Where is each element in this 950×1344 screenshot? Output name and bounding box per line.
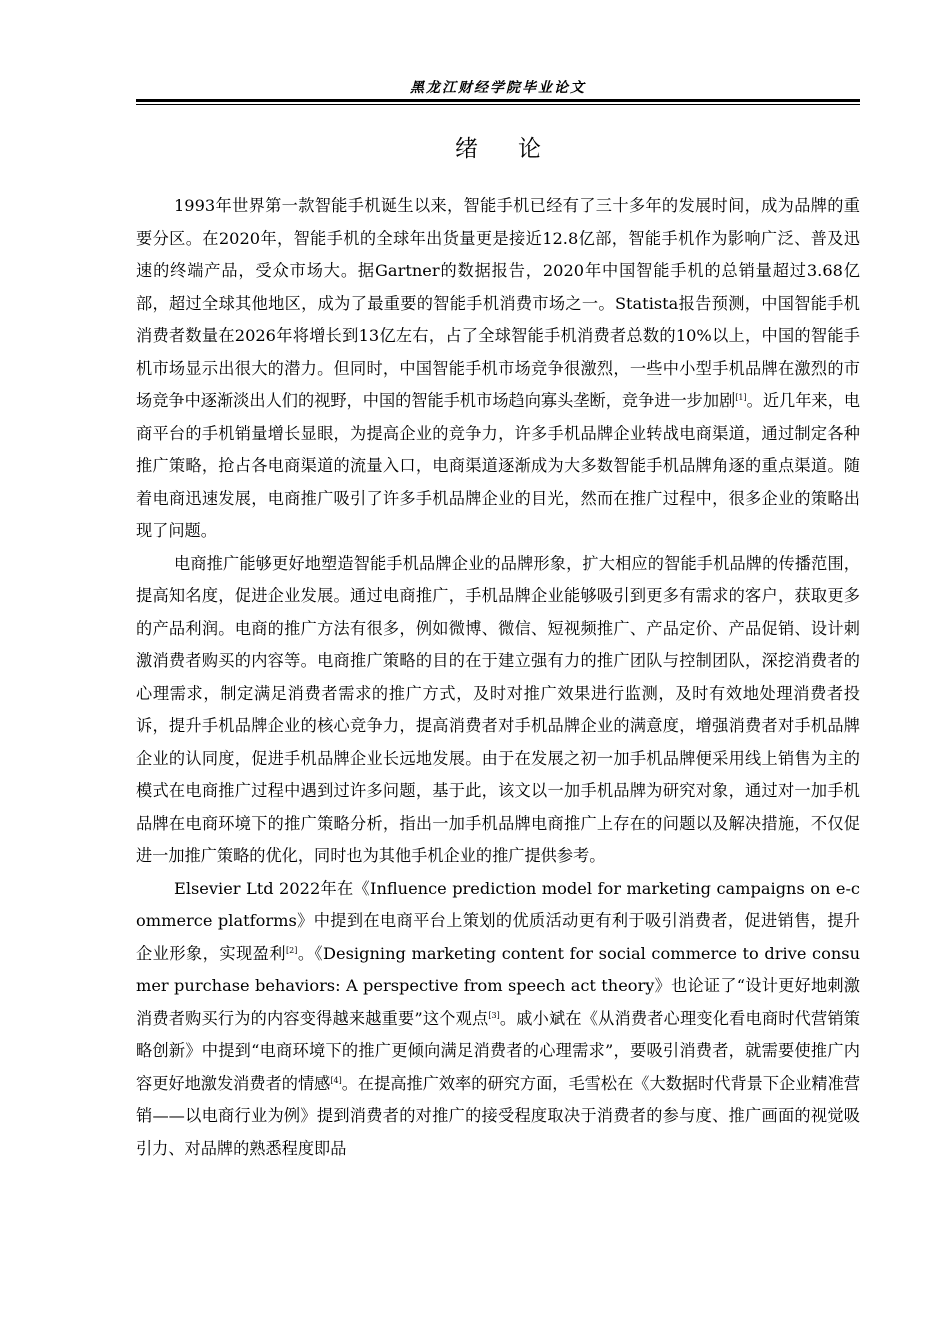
citation-ref: [4] <box>330 1075 342 1085</box>
header-rule-thick <box>136 99 860 102</box>
paragraph-text: 。《Designing marketing content for social commerce to drive consumer purchase behaviors: A perspective from speech act theory》也论证了“设计更好地刺激消费者购买行为的内容变得越来越重要”这个观点 <box>136 943 860 1028</box>
paragraph-text: 。近几年来，电商平台的手机销量增长显眼，为提高企业的竞争力，许多手机品牌企业转战电商渠道，通过制定各种推广策略，抢占各电商渠道的流量入口，电商渠道逐渐成为大多数智能手机品牌角逐的重点渠道。随着电商迅速发展，电商推广吸引了许多手机品牌企业的目光，然而在推广过程中，很多企业的策略出现了问题。 <box>136 391 861 540</box>
citation-ref: [2] <box>286 945 298 955</box>
paragraph-1 <box>136 190 860 548</box>
header-rule-thin <box>136 104 860 105</box>
paragraph-text: 电商推广能够更好地塑造智能手机品牌企业的品牌形象，扩大相应的智能手机品牌的传播范围，提高知名度，促进企业发展。通过电商推广，手机品牌企业能够吸引到更多有需求的客户，获取更多的产品利润。电商的推广方法有很多，例如微博、微信、短视频推广、产品定价、产品促销、设计刺激消费者购买的内容等。电商推广策略的目的在于建立强有力的推广团队与控制团队，深挖消费者的心理需求，制定满足消费者需求的推广方式，及时对推广效果进行监测，及时有效地处理消费者投诉，提升手机品牌企业的核心竞争力，提高消费者对手机品牌企业的满意度，增强消费者对手机品牌企业的认同度，促进手机品牌企业长远地发展。由于在发展之初一加手机品牌便采用线上销售为主的模式在电商推广过程中遇到过许多问题，基于此，该文以一加手机品牌为研究对象，通过对一加手机品牌在电商环境下的推广策略分析，指出一加手机品牌电商推广上存在的问题以及解决措施，不仅促进一加推广策略的优化，同时也为其他手机企业的推广提供参考。 <box>136 553 860 865</box>
chapter-title: 绪论 <box>455 136 581 162</box>
paragraph-2 <box>136 548 860 873</box>
citation-ref: [3] <box>488 1010 500 1020</box>
running-header: 黑龙江财经学院毕业论文 <box>410 80 586 96</box>
paragraph-text: 。戚小斌在《从消费者心理变化看电商时代营销策略创新》中提到“电商环境下的推广更倾向满足消费者的心理需求”，要吸引消费者，就需要使推广内容更好地激发消费者的情感 <box>136 1008 860 1093</box>
paragraph-text: Elsevier Ltd 2022年在《Influence prediction model for marketing campaigns on e-commerce platforms》中提到在电商平台上策划的优质活动更有利于吸引消费者，促进销售，提升企业形象，实现盈利 <box>136 878 860 963</box>
paragraph-3 <box>136 873 860 1166</box>
paragraph-text: 。在提高推广效率的研究方面，毛雪松在《大数据时代背景下企业精准营销——以电商行业为例》提到消费者的对推广的接受程度取决于消费者的参与度、推广画面的视觉吸引力、对品牌的熟悉程度即品 <box>136 1073 861 1158</box>
paragraph-text: 1993年世界第一款智能手机诞生以来，智能手机已经有了三十多年的发展时间，成为品牌的重要分区。在2020年，智能手机的全球年出货量更是接近12.8亿部，智能手机作为影响广泛、普及迅速的终端产品，受众市场大。据Gartner的数据报告，2020年中国智能手机的总销量超过3.68亿部，超过全球其他地区，成为了最重要的智能手机消费市场之一。Statista报告预测，中国智能手机消费者数量在2026年将增长到13亿左右，占了全球智能手机消费者总数的10%以上，中国的智能手机市场显示出很大的潜力。但同时，中国智能手机市场竞争很激烈，一些中小型手机品牌在激烈的市场竞争中逐渐淡出人们的视野，中国的智能手机市场趋向寡头垄断，竞争进一步加剧 <box>136 196 860 410</box>
body-text <box>136 190 860 1165</box>
citation-ref: [1] <box>735 393 747 402</box>
